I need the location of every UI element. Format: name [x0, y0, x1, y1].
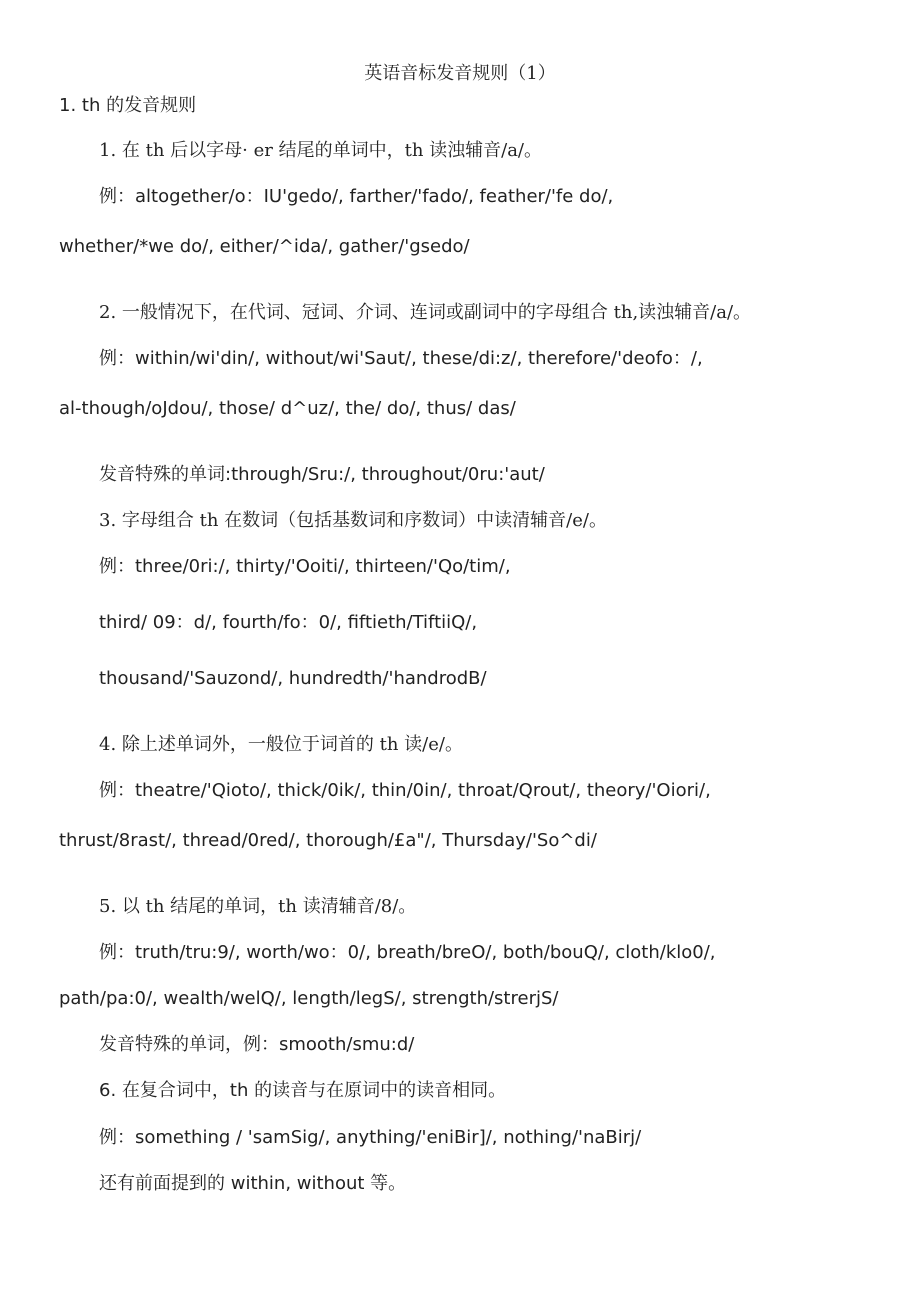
rule-5-special-words: 发音特殊的单词，例：smooth/smu:d/ [99, 1034, 415, 1055]
document-title: 英语音标发音规则（1） [364, 63, 556, 84]
rule-3-heading: 3. 字母组合 th 在数词（包括基数词和序数词）中读清辅音/e/。 [99, 510, 607, 531]
section-heading: 1. th 的发音规则 [59, 95, 197, 116]
rule-4-examples-line-2: thrust/8rast/, thread/0red/, thorough/£a"/, Thursday/'So^di/ [59, 830, 597, 851]
rule-6-examples: 例：something / 'samSig/, anything/'eniBir]/, nothing/'naBirj/ [99, 1127, 642, 1148]
rule-5-examples-line-1: 例：truth/tru:9/, worth/wo：0/, breath/breO/, both/bouQ/, cloth/klo0/, [99, 942, 716, 963]
rule-5-heading: 5. 以 th 结尾的单词，th 读清辅音/8/。 [99, 896, 417, 917]
rule-1-heading: 1. 在 th 后以字母· er 结尾的单词中，th 读浊辅音/a/。 [99, 140, 542, 161]
rule-4-examples-line-1: 例：theatre/'Qioto/, thick/0ik/, thin/0in/, throat/Qrout/, theory/'Oiori/, [99, 780, 711, 801]
rule-2-examples-line-1: 例：within/wi'din/, without/wi'Saut/, these/di:z/, therefore/'deofo：/, [99, 348, 703, 369]
rule-2-heading: 2. 一般情况下，在代词、冠词、介词、连词或副词中的字母组合 th,读浊辅音/a/。 [99, 302, 752, 323]
rule-6-heading: 6. 在复合词中，th 的读音与在原词中的读音相同。 [99, 1080, 507, 1101]
rule-3-examples-line-3: thousand/'Sauzond/, hundredth/'handrodB/ [99, 668, 487, 689]
rule-3-examples-line-2: third/ 09：d/, fourth/fo：0/, fiftieth/TiftiiQ/, [99, 612, 478, 633]
rule-2-examples-line-2: al-though/oJdou/, those/ d^uz/, the/ do/, thus/ das/ [59, 398, 516, 419]
rule-6-note: 还有前面提到的 within, without 等。 [99, 1173, 407, 1194]
rule-5-examples-line-2: path/pa:0/, wealth/welQ/, length/legS/, strength/strerjS/ [59, 988, 559, 1009]
rule-4-heading: 4. 除上述单词外，一般位于词首的 th 读/e/。 [99, 734, 463, 755]
rule-1-examples-line-1: 例：altogether/o：IU'gedo/, farther/'fado/, feather/'fe do/, [99, 186, 614, 207]
rule-3-examples-line-1: 例：three/0ri:/, thirty/'Ooiti/, thirteen/'Qo/tim/, [99, 556, 511, 577]
rule-1-examples-line-2: whether/*we do/, either/^ida/, gather/'gsedo/ [59, 236, 470, 257]
rule-2-special-words: 发音特殊的单词:through/Sru:/, throughout/0ru:'aut/ [99, 464, 545, 485]
